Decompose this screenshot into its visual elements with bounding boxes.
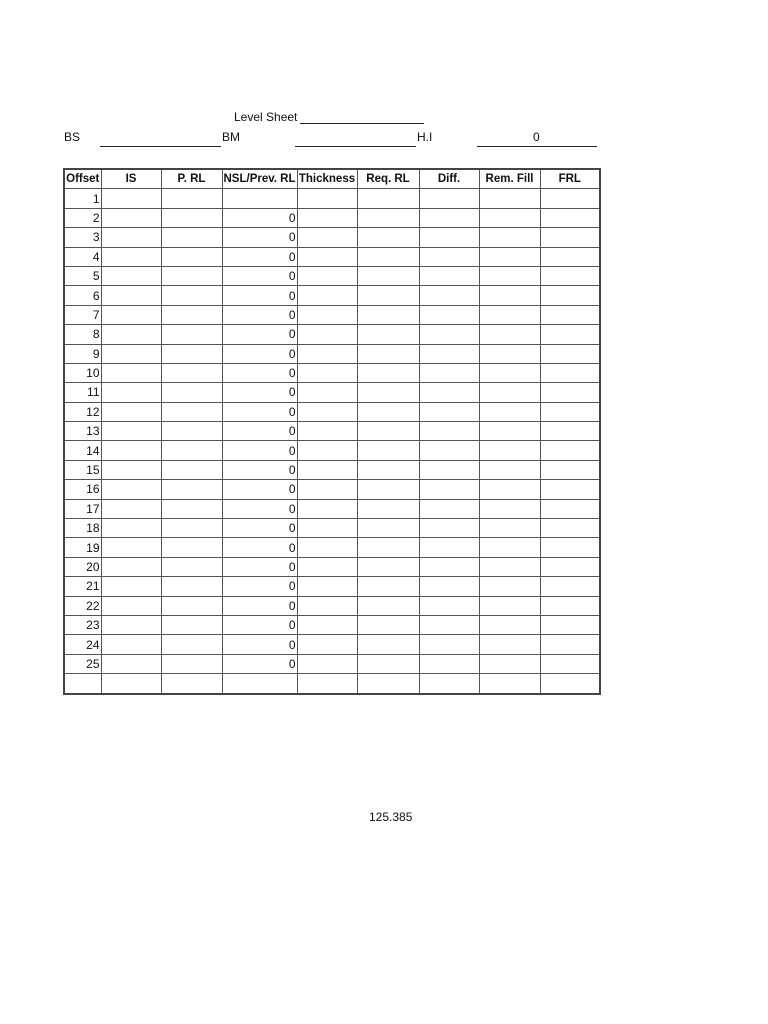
table-cell[interactable] [297, 422, 357, 441]
offset-cell[interactable]: 13 [64, 422, 101, 441]
table-cell[interactable] [357, 674, 419, 694]
table-cell[interactable] [161, 305, 222, 324]
table-cell[interactable] [479, 363, 540, 382]
table-cell[interactable] [540, 519, 600, 538]
table-cell[interactable] [357, 228, 419, 247]
table-cell[interactable] [419, 228, 479, 247]
table-cell[interactable] [101, 596, 161, 615]
offset-cell[interactable]: 25 [64, 654, 101, 673]
table-cell[interactable] [297, 499, 357, 518]
offset-cell[interactable]: 8 [64, 325, 101, 344]
table-row [64, 480, 600, 499]
nsl-prev-rl-cell[interactable]: 0 [222, 228, 297, 247]
table-cell[interactable] [161, 325, 222, 344]
nsl-prev-rl-cell[interactable]: 0 [222, 615, 297, 634]
table-cell[interactable] [357, 499, 419, 518]
table-cell[interactable] [479, 615, 540, 634]
bs-blank-line[interactable] [100, 146, 221, 147]
table-cell[interactable] [101, 538, 161, 557]
table-row [64, 286, 600, 305]
nsl-prev-rl-cell[interactable]: 0 [222, 208, 297, 227]
table-cell[interactable] [101, 286, 161, 305]
column-header: P. RL [161, 169, 222, 189]
table-cell[interactable] [297, 538, 357, 557]
table-cell[interactable] [540, 344, 600, 363]
table-cell[interactable] [479, 286, 540, 305]
nsl-prev-rl-cell[interactable] [222, 189, 297, 208]
column-header: Req. RL [357, 169, 419, 189]
table-cell[interactable] [419, 674, 479, 694]
footer-value: 125.385 [369, 810, 413, 824]
table-cell[interactable] [101, 208, 161, 227]
table-cell[interactable] [357, 557, 419, 576]
table-cell[interactable] [540, 615, 600, 634]
table-cell[interactable] [357, 189, 419, 208]
table-cell[interactable] [357, 266, 419, 285]
table-row [64, 654, 600, 673]
table-cell[interactable] [357, 363, 419, 382]
table-cell[interactable] [161, 189, 222, 208]
table-cell[interactable] [297, 615, 357, 634]
offset-cell[interactable]: 12 [64, 402, 101, 421]
table-cell[interactable] [297, 460, 357, 479]
table-cell[interactable] [540, 422, 600, 441]
table-cell[interactable] [101, 363, 161, 382]
table-cell[interactable] [540, 189, 600, 208]
table-cell[interactable] [479, 654, 540, 673]
table-cell[interactable] [479, 499, 540, 518]
table-cell[interactable] [479, 674, 540, 694]
offset-cell[interactable]: 19 [64, 538, 101, 557]
table-cell[interactable] [357, 596, 419, 615]
table-cell[interactable] [540, 266, 600, 285]
table-cell[interactable] [479, 383, 540, 402]
nsl-prev-rl-cell[interactable]: 0 [222, 305, 297, 324]
table-row [64, 460, 600, 479]
table-row [64, 247, 600, 266]
nsl-prev-rl-cell[interactable]: 0 [222, 247, 297, 266]
column-header: Diff. [419, 169, 479, 189]
table-cell[interactable] [161, 363, 222, 382]
table-cell[interactable] [297, 674, 357, 694]
table-row [64, 305, 600, 324]
table-cell[interactable] [419, 286, 479, 305]
table-cell[interactable] [479, 441, 540, 460]
table-cell[interactable] [540, 208, 600, 227]
table-row [64, 189, 600, 208]
table-cell[interactable] [101, 654, 161, 673]
table-cell[interactable] [419, 344, 479, 363]
nsl-prev-rl-cell[interactable]: 0 [222, 596, 297, 615]
nsl-prev-rl-cell[interactable]: 0 [222, 266, 297, 285]
offset-cell[interactable]: 5 [64, 266, 101, 285]
table-cell[interactable] [479, 266, 540, 285]
table-cell[interactable] [101, 480, 161, 499]
table-cell[interactable] [419, 499, 479, 518]
table-cell[interactable] [161, 538, 222, 557]
offset-cell[interactable]: 7 [64, 305, 101, 324]
table-cell[interactable] [540, 596, 600, 615]
offset-cell[interactable]: 6 [64, 286, 101, 305]
offset-cell[interactable]: 23 [64, 615, 101, 634]
table-cell[interactable] [297, 635, 357, 654]
offset-cell[interactable]: 14 [64, 441, 101, 460]
table-cell[interactable] [161, 615, 222, 634]
table-cell[interactable] [101, 422, 161, 441]
table-cell[interactable] [357, 383, 419, 402]
table-row [64, 422, 600, 441]
table-cell[interactable] [479, 325, 540, 344]
table-row [64, 635, 600, 654]
table-cell[interactable] [161, 577, 222, 596]
table-row [64, 402, 600, 421]
table-row [64, 499, 600, 518]
column-header: IS [101, 169, 161, 189]
nsl-prev-rl-cell[interactable]: 0 [222, 499, 297, 518]
table-cell[interactable] [161, 383, 222, 402]
table-cell[interactable] [419, 305, 479, 324]
table-cell[interactable] [419, 422, 479, 441]
table-cell[interactable] [540, 635, 600, 654]
table-row [64, 383, 600, 402]
table-cell[interactable] [479, 344, 540, 363]
column-header: FRL [540, 169, 600, 189]
table-cell[interactable] [101, 383, 161, 402]
table-cell[interactable] [419, 247, 479, 266]
table-cell[interactable] [540, 228, 600, 247]
table-cell[interactable] [357, 441, 419, 460]
table-cell[interactable] [479, 596, 540, 615]
table-cell[interactable] [479, 635, 540, 654]
table-cell[interactable] [297, 344, 357, 363]
offset-cell[interactable]: 11 [64, 383, 101, 402]
offset-cell[interactable]: 16 [64, 480, 101, 499]
table-cell[interactable] [161, 247, 222, 266]
table-cell[interactable] [101, 460, 161, 479]
table-row [64, 325, 600, 344]
nsl-prev-rl-cell[interactable]: 0 [222, 441, 297, 460]
table-cell[interactable] [419, 538, 479, 557]
nsl-prev-rl-cell[interactable]: 0 [222, 383, 297, 402]
table-cell[interactable] [419, 402, 479, 421]
table-cell[interactable] [419, 654, 479, 673]
hi-value-line[interactable] [477, 146, 597, 147]
table-cell[interactable] [297, 383, 357, 402]
offset-cell[interactable]: 20 [64, 557, 101, 576]
table-cell[interactable] [297, 596, 357, 615]
table-row [64, 557, 600, 576]
table-row [64, 538, 600, 557]
table-cell[interactable] [161, 499, 222, 518]
table-cell[interactable] [419, 441, 479, 460]
table-cell[interactable] [357, 577, 419, 596]
offset-cell[interactable]: 3 [64, 228, 101, 247]
table-cell[interactable] [297, 654, 357, 673]
table-cell[interactable] [357, 635, 419, 654]
table-cell[interactable] [419, 519, 479, 538]
offset-cell[interactable]: 17 [64, 499, 101, 518]
table-cell[interactable] [161, 422, 222, 441]
table-cell[interactable] [297, 557, 357, 576]
nsl-prev-rl-cell[interactable]: 0 [222, 635, 297, 654]
table-cell[interactable] [540, 674, 600, 694]
table-cell[interactable] [479, 247, 540, 266]
table-cell[interactable] [101, 615, 161, 634]
table-cell[interactable] [540, 538, 600, 557]
table-cell[interactable] [161, 441, 222, 460]
table-cell[interactable] [357, 208, 419, 227]
table-cell[interactable] [479, 422, 540, 441]
offset-cell[interactable]: 24 [64, 635, 101, 654]
table-cell[interactable] [419, 266, 479, 285]
hi-label: H.I [417, 130, 433, 144]
table-cell[interactable] [357, 422, 419, 441]
table-cell[interactable] [479, 480, 540, 499]
nsl-prev-rl-cell[interactable]: 0 [222, 557, 297, 576]
table-cell[interactable] [357, 402, 419, 421]
table-cell[interactable] [419, 557, 479, 576]
nsl-prev-rl-cell[interactable]: 0 [222, 325, 297, 344]
table-row [64, 208, 600, 227]
table-cell[interactable] [419, 615, 479, 634]
table-cell[interactable] [101, 305, 161, 324]
table-cell[interactable] [479, 577, 540, 596]
table-cell[interactable] [161, 480, 222, 499]
table-cell[interactable] [419, 480, 479, 499]
table-cell[interactable] [161, 460, 222, 479]
table-cell[interactable] [297, 480, 357, 499]
column-header: Thickness [297, 169, 357, 189]
table-cell[interactable] [357, 480, 419, 499]
table-row [64, 363, 600, 382]
table-cell[interactable] [297, 189, 357, 208]
table-cell[interactable] [357, 654, 419, 673]
table-cell[interactable] [297, 208, 357, 227]
table-cell[interactable] [297, 247, 357, 266]
table-cell[interactable] [101, 635, 161, 654]
table-cell[interactable] [101, 344, 161, 363]
nsl-prev-rl-cell[interactable]: 0 [222, 654, 297, 673]
offset-cell[interactable]: 9 [64, 344, 101, 363]
table-cell[interactable] [101, 228, 161, 247]
table-cell[interactable] [297, 519, 357, 538]
table-cell[interactable] [419, 363, 479, 382]
table-cell[interactable] [419, 460, 479, 479]
table-cell[interactable] [357, 615, 419, 634]
nsl-prev-rl-cell[interactable]: 0 [222, 363, 297, 382]
table-cell[interactable] [101, 499, 161, 518]
table-cell[interactable] [161, 402, 222, 421]
column-header: Rem. Fill [479, 169, 540, 189]
table-cell[interactable] [161, 228, 222, 247]
offset-cell[interactable]: 2 [64, 208, 101, 227]
table-cell[interactable] [479, 557, 540, 576]
table-cell[interactable] [540, 383, 600, 402]
table-cell[interactable] [479, 228, 540, 247]
table-cell[interactable] [101, 557, 161, 576]
table-cell[interactable] [419, 189, 479, 208]
offset-cell[interactable]: 15 [64, 460, 101, 479]
level-sheet-table [63, 168, 601, 695]
table-cell[interactable] [161, 635, 222, 654]
table-cell[interactable] [540, 460, 600, 479]
offset-cell[interactable]: 21 [64, 577, 101, 596]
table-cell[interactable] [540, 557, 600, 576]
table-cell[interactable] [297, 266, 357, 285]
table-cell[interactable] [161, 596, 222, 615]
nsl-prev-rl-cell[interactable]: 0 [222, 519, 297, 538]
table-row [64, 674, 600, 694]
offset-cell[interactable]: 18 [64, 519, 101, 538]
table-cell[interactable] [297, 577, 357, 596]
nsl-prev-rl-cell[interactable]: 0 [222, 422, 297, 441]
bm-label: BM [222, 130, 240, 144]
table-cell[interactable] [540, 499, 600, 518]
table-cell[interactable] [101, 674, 161, 694]
offset-cell[interactable]: 22 [64, 596, 101, 615]
table-cell[interactable] [297, 305, 357, 324]
table-cell[interactable] [479, 189, 540, 208]
nsl-prev-rl-cell[interactable]: 0 [222, 538, 297, 557]
table-row [64, 577, 600, 596]
nsl-prev-rl-cell[interactable]: 0 [222, 286, 297, 305]
table-cell[interactable] [161, 557, 222, 576]
column-header: NSL/Prev. RL [222, 169, 297, 189]
table-cell[interactable] [161, 654, 222, 673]
table-cell[interactable] [419, 208, 479, 227]
table-cell[interactable] [357, 305, 419, 324]
table-row [64, 228, 600, 247]
table-cell[interactable] [101, 402, 161, 421]
offset-cell[interactable]: 10 [64, 363, 101, 382]
table-cell[interactable] [101, 577, 161, 596]
table-cell[interactable] [101, 325, 161, 344]
table-cell[interactable] [357, 460, 419, 479]
table-cell[interactable] [540, 247, 600, 266]
table-cell[interactable] [540, 480, 600, 499]
table-cell[interactable] [161, 344, 222, 363]
sheet-title-text: Level Sheet [234, 110, 298, 124]
table-cell[interactable] [479, 305, 540, 324]
nsl-prev-rl-cell[interactable]: 0 [222, 344, 297, 363]
table-cell[interactable] [297, 325, 357, 344]
table-cell[interactable] [101, 266, 161, 285]
table-cell[interactable] [297, 228, 357, 247]
table-cell[interactable] [419, 635, 479, 654]
bm-blank-line[interactable] [295, 146, 416, 147]
table-cell[interactable] [540, 286, 600, 305]
table-cell[interactable] [479, 460, 540, 479]
table-cell[interactable] [540, 325, 600, 344]
table-cell[interactable] [297, 363, 357, 382]
table-cell[interactable] [479, 538, 540, 557]
table-cell[interactable] [161, 286, 222, 305]
table-cell[interactable] [297, 286, 357, 305]
hi-value: 0 [533, 130, 540, 144]
nsl-prev-rl-cell[interactable]: 0 [222, 402, 297, 421]
table-cell[interactable] [357, 344, 419, 363]
nsl-prev-rl-cell[interactable]: 0 [222, 577, 297, 596]
table-cell[interactable] [297, 441, 357, 460]
table-cell[interactable] [101, 247, 161, 266]
table-cell[interactable] [540, 363, 600, 382]
offset-cell[interactable]: 1 [64, 189, 101, 208]
table-cell[interactable] [297, 402, 357, 421]
offset-cell[interactable] [64, 674, 101, 694]
table-cell[interactable] [419, 383, 479, 402]
table-cell[interactable] [101, 189, 161, 208]
table-cell[interactable] [357, 247, 419, 266]
table-cell[interactable] [161, 519, 222, 538]
table-cell[interactable] [540, 402, 600, 421]
nsl-prev-rl-cell[interactable]: 0 [222, 480, 297, 499]
table-row [64, 441, 600, 460]
table-row [64, 344, 600, 363]
table-cell[interactable] [419, 325, 479, 344]
table-cell[interactable] [479, 402, 540, 421]
table-header-row [64, 169, 600, 189]
table-cell[interactable] [540, 441, 600, 460]
table-row [64, 266, 600, 285]
table-cell[interactable] [540, 577, 600, 596]
table-cell[interactable] [357, 286, 419, 305]
table-cell[interactable] [161, 674, 222, 694]
table-row [64, 596, 600, 615]
sheet-title [234, 110, 424, 124]
table-row [64, 519, 600, 538]
table-cell[interactable] [540, 654, 600, 673]
offset-cell[interactable]: 4 [64, 247, 101, 266]
table-cell[interactable] [357, 538, 419, 557]
table-cell[interactable] [419, 596, 479, 615]
table-cell[interactable] [357, 519, 419, 538]
table-cell[interactable] [101, 441, 161, 460]
table-cell[interactable] [419, 577, 479, 596]
table-cell[interactable] [161, 266, 222, 285]
table-cell[interactable] [540, 305, 600, 324]
sheet-title-blank-line[interactable] [300, 111, 424, 124]
column-header: Offset [64, 169, 101, 189]
table-cell[interactable] [101, 519, 161, 538]
table-cell[interactable] [479, 519, 540, 538]
nsl-prev-rl-cell[interactable]: 0 [222, 460, 297, 479]
table-cell[interactable] [357, 325, 419, 344]
bs-label: BS [64, 130, 81, 144]
nsl-prev-rl-cell[interactable] [222, 674, 297, 694]
table-row [64, 615, 600, 634]
table-cell[interactable] [161, 208, 222, 227]
table-cell[interactable] [479, 208, 540, 227]
